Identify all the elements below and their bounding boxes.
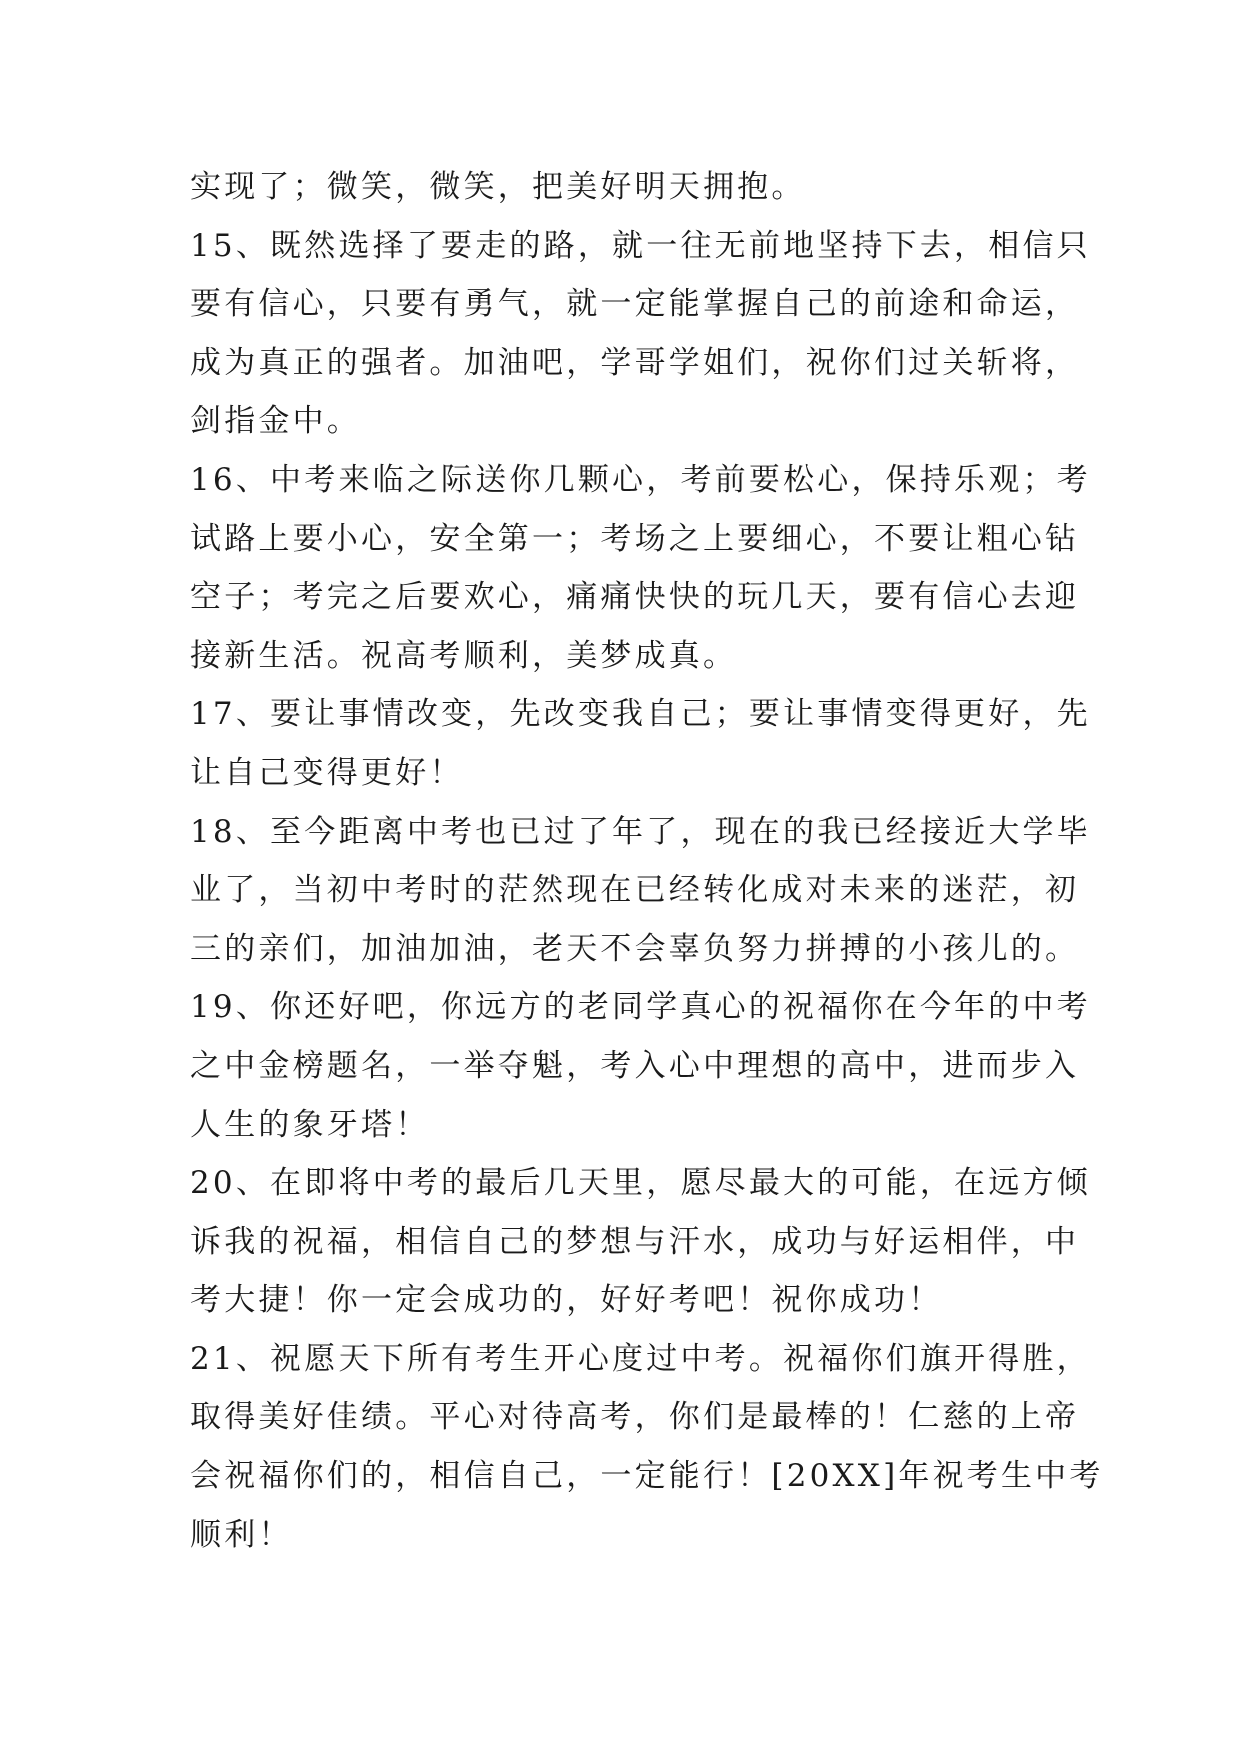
text-line: 之中金榜题名，一举夺魁，考入心中理想的高中，进而步入: [190, 1047, 1080, 1084]
text-line: 诉我的祝福，相信自己的梦想与汗水，成功与好运相伴，中: [190, 1223, 1080, 1260]
text-line: 19、你还好吧，你远方的老同学真心的祝福你在今年的中考: [190, 989, 1091, 1026]
text-line: 实现了；微笑，微笑，把美好明天拥抱。: [190, 169, 806, 205]
text-line: 让自己变得更好！: [190, 754, 464, 791]
text-line: 顺利！: [190, 1516, 293, 1553]
text-line: 21、祝愿天下所有考生开心度过中考。祝福你们旗开得胜，: [190, 1340, 1091, 1377]
text-line: 人生的象牙塔！: [190, 1106, 430, 1143]
text-line: 要有信心，只要有勇气，就一定能掌握自己的前途和命运，: [190, 286, 1080, 323]
text-line: 20、在即将中考的最后几天里，愿尽最大的可能，在远方倾: [190, 1165, 1091, 1202]
text-line: 试路上要小心，安全第一；考场之上要细心，不要让粗心钻: [190, 520, 1080, 557]
document-body: [190, 158, 1104, 1564]
text-line: 三的亲们，加油加油，老天不会辜负努力拼搏的小孩儿的。: [190, 930, 1080, 967]
text-line: 18、至今距离中考也已过了年了，现在的我已经接近大学毕: [190, 813, 1091, 850]
text-line: 空子；考完之后要欢心，痛痛快快的玩几天，要有信心去迎: [190, 579, 1080, 616]
text-line: 取得美好佳绩。平心对待高考，你们是最棒的！仁慈的上帝: [190, 1399, 1080, 1436]
text-line: 成为真正的强者。加油吧，学哥学姐们，祝你们过关斩将，: [190, 344, 1080, 381]
text-line: 17、要让事情改变，先改变我自己；要让事情变得更好，先: [190, 696, 1091, 733]
text-line: 15、既然选择了要走的路，就一往无前地坚持下去，相信只: [190, 227, 1091, 264]
text-line: 接新生活。祝高考顺利，美梦成真。: [190, 637, 738, 674]
text-line: 16、中考来临之际送你几颗心，考前要松心，保持乐观；考: [190, 461, 1091, 498]
text-line: 剑指金中。: [190, 403, 361, 440]
text-line: 考大捷！你一定会成功的，好好考吧！祝你成功！: [190, 1282, 943, 1319]
text-line: 业了，当初中考时的茫然现在已经转化成对未来的迷茫，初: [190, 872, 1080, 909]
text-line: 会祝福你们的，相信自己，一定能行！[20XX]年祝考生中考: [190, 1458, 1104, 1495]
